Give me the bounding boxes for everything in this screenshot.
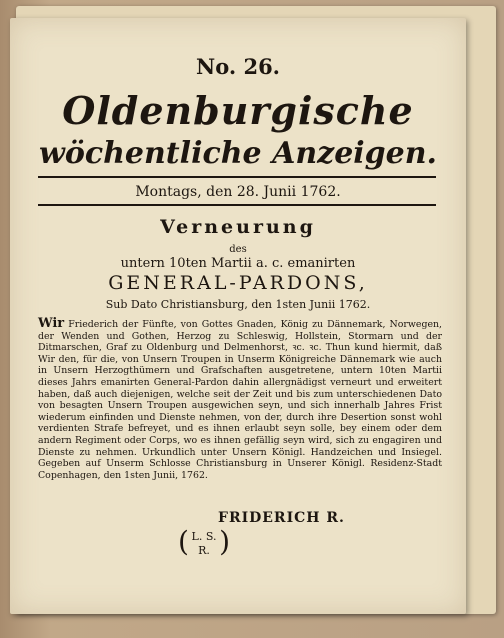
seal-paren-left: (: [178, 525, 189, 558]
decree-body-lead: Wir: [38, 316, 65, 331]
decree-heading: Verneurung: [160, 216, 316, 238]
seal-r: R.: [198, 544, 210, 557]
signature: FRIDERICH R.: [218, 510, 345, 526]
decree-des: des: [229, 244, 247, 255]
issue-number: No. 26.: [196, 54, 280, 79]
dateline: Montags, den 28. Junii 1762.: [135, 184, 341, 200]
decree-body-text: Friederich der Fünfte, von Gottes Gnaden, König zu Dännemark, Norwegen, der Wenden und Gothen, Herzog zu Schleswig, Hollstein, Stormarn und der Ditmarschen, Graf zu Oldenburg und Delmenhorst, ꝛc. ꝛc. Thun kund hiermit, daß Wir den, für die, von Unsern Troupen in Unserm Königreiche Dännemark wie auch in Unsern Herzogthümern und Grafschaften ausgetretene, untern 10ten Martii dieses Jahrs emanirten General-Pardon dahin allergnädigst verneurt und erweitert haben, daß auch diejenigen, welche seit der Zeit und bis zum unterschiedenen Dato von besagten Unsern Troupen ausgewichen seyn, und sich innerhalb Jahres Frist wiederum einfinden und Dienste nehmen, von der, durch ihre Desertion sonst wohl verdienten Strafe befreyet, und es ihnen erlaubt seyn solle, bey einem oder dem andern Regiment oder Corps, wo es ihnen gefällig seyn wird, sich zu engagiren und Dienste zu nehmen. Urkundlich unter Unsern Königl. Handzeichen und Insiegel. Gegeben auf Unserm Schlosse Christiansburg in Unserer Königl. Residenz-Stadt Copenhagen, den 1sten Junii, 1762.: [38, 319, 443, 481]
masthead-rule-top: [38, 176, 436, 178]
decree-body: [38, 318, 442, 481]
masthead-title: Oldenburgische: [62, 88, 414, 133]
seal-paren-right: ): [219, 525, 230, 558]
decree-subdate: Sub Dato Christiansburg, den 1sten Junii 1762.: [105, 298, 371, 311]
decree-general-pardon: GENERAL-PARDONS,: [108, 272, 368, 294]
decree-reference: untern 10ten Martii a. c. emanirten: [120, 256, 356, 271]
seal-label: L. S.: [191, 530, 217, 543]
masthead-subtitle: wöchentliche Anzeigen.: [39, 136, 437, 171]
document-page: [10, 18, 466, 614]
seal-mark: [178, 525, 230, 564]
masthead-rule-bottom: [38, 204, 436, 206]
